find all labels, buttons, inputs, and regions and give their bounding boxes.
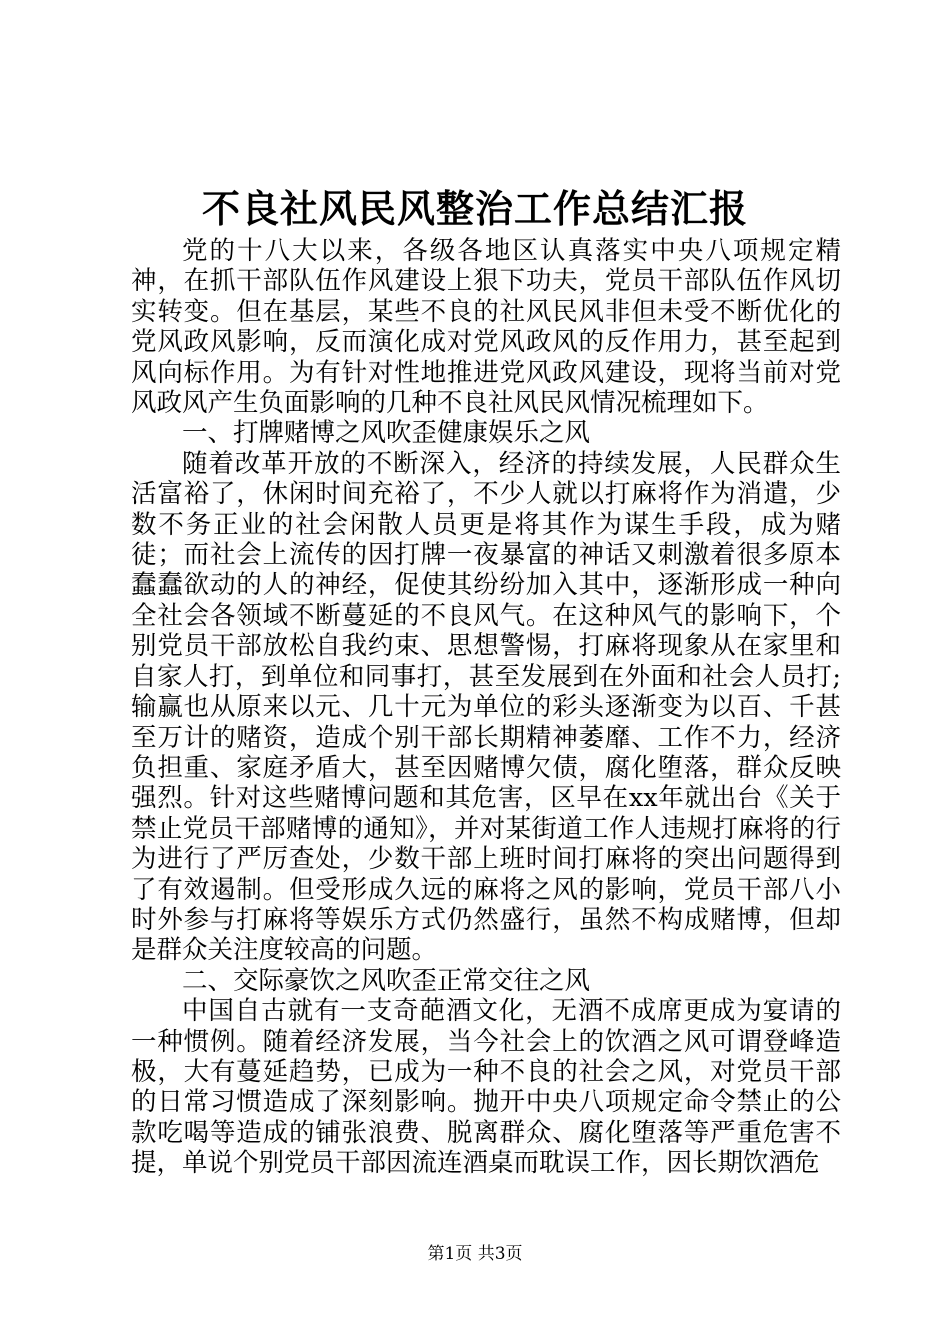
intro-paragraph: 党的十八大以来，各级各地区认真落实中央八项规定精神，在抓干部队伍作风建设上狠下功夫，党员干部队伍作风切实转变。但在基层，某些不良的社风民风非但未受不断优化的党风政风影响，反而演化成对党风政风的反作用力，甚至起到风向标作用。为有针对性地推进党风政风建设，现将当前对党风政风产生负面影响的几种不良社风民风情况梳理如下。: [131, 236, 841, 419]
section-2-paragraph: 中国自古就有一支奇葩酒文化，无酒不成席更成为宴请的一种惯例。随着经济发展，当今社会上的饮酒之风可谓登峰造极，大有蔓延趋势，已成为一种不良的社会之风，对党员干部的日常习惯造成了深刻影响。抛开中央八项规定命令禁止的公款吃喝等造成的铺张浪费、脱离群众、腐化堕落等严重危害不提，单说个别党员干部因流连酒桌而耽误工作，因长期饮酒危: [131, 996, 841, 1179]
section-heading-1: 一、打牌赌博之风吹歪健康娱乐之风: [182, 418, 591, 449]
document-title: 不良社风民风整治工作总结汇报: [201, 186, 748, 231]
section-1-paragraph: 随着改革开放的不断深入，经济的持续发展，人民群众生活富裕了，休闲时间充裕了，不少人就以打麻将作为消遣，少数不务正业的社会闲散人员更是将其作为谋生手段，成为赌徒；而社会上流传的因打牌一夜暴富的神话又刺激着很多原本蠢蠢欲动的人的神经，促使其纷纷加入其中，逐渐形成一种向全社会各领域不断蔓延的不良风气。在这种风气的影响下，个别党员干部放松自我约束、思想警惕，打麻将现象从在家里和自家人打，到单位和同事打，甚至发展到在外面和社会人员打;输赢也从原来以元、几十元为单位的彩头逐渐变为以百、千甚至万计的赌资，造成个别干部长期精神萎靡、工作不力，经济负担重、家庭矛盾大，甚至因赌博欠债，腐化堕落，群众反映强烈。针对这些赌博问题和其危害，区早在xx年就出台《关于禁止党员干部赌博的通知》，并对某街道工作人违规打麻将的行为进行了严厉查处，少数干部上班时间打麻将的突出问题得到了有效遏制。但受形成久远的麻将之风的影响，党员干部八小时外参与打麻将等娱乐方式仍然盛行，虽然不构成赌博，但却是群众关注度较高的问题。: [131, 448, 841, 966]
section-heading-2: 二、交际豪饮之风吹歪正常交往之风: [182, 965, 591, 996]
document-body: [131, 236, 841, 1179]
page-number-footer: 第1页 共3页: [427, 1244, 523, 1264]
